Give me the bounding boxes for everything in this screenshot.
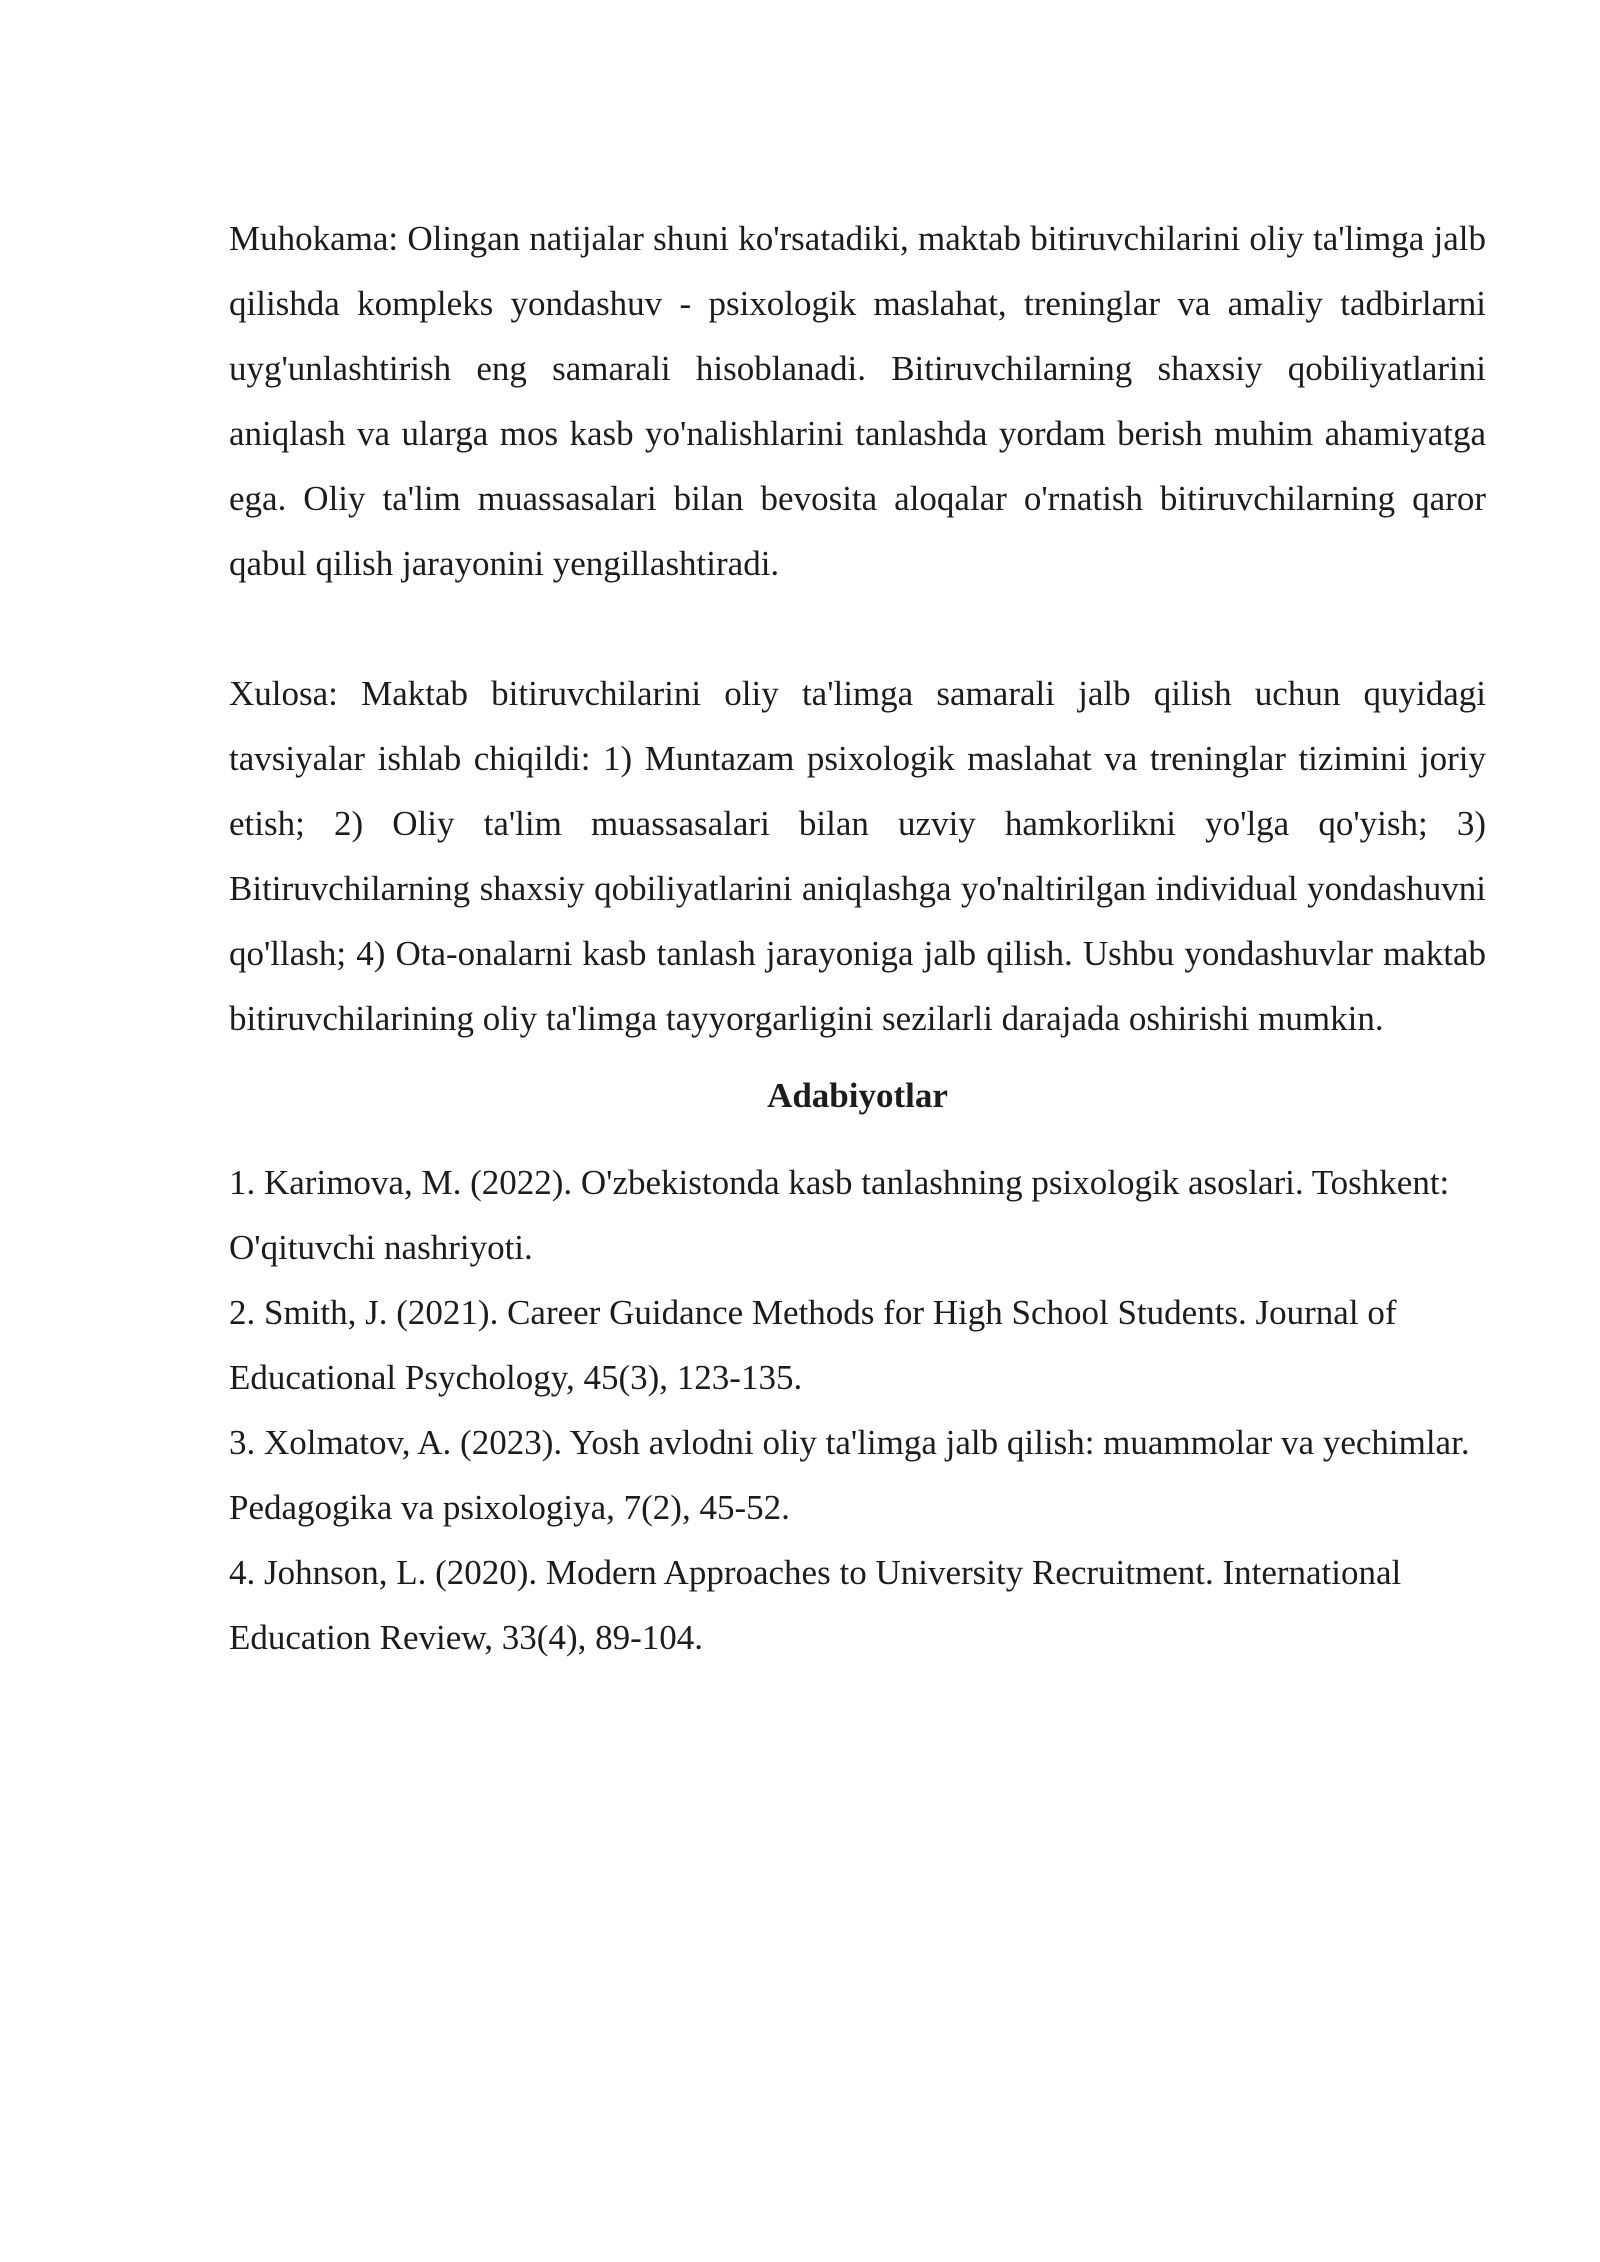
reference-item: 3. Xolmatov, A. (2023). Yosh avlodni oliy ta'limga jalb qilish: muammolar va yechimlar. Pedagogika va psixologiya, 7(2), 45-52. (229, 1423, 1470, 1527)
document-body (229, 206, 1486, 1670)
reference-item: 2. Smith, J. (2021). Career Guidance Methods for High School Students. Journal of Educational Psychology, 45(3), 123-135. (229, 1293, 1397, 1397)
discussion-paragraph: Muhokama: Olingan natijalar shuni ko'rsatadiki, maktab bitiruvchilarini oliy ta'limga jalb qilishda kompleks yondashuv - psixologik maslahat, treninglar va amaliy tadbirlarni uyg'unlashtirish eng samarali hisoblanadi. Bitiruvchilarning shaxsiy qobiliyatlarini aniqlash va ularga mos kasb yo'nalishlarini tanlashda yordam berish muhim ahamiyatga ega. Oliy ta'lim muassasalari bilan bevosita aloqalar o'rnatish bitiruvchilarning qaror qabul qilish jarayonini yengillashtiradi. (229, 219, 1486, 583)
reference-item: 1. Karimova, M. (2022). O'zbekistonda kasb tanlashning psixologik asoslari. Toshkent: O'qituvchi nashriyoti. (229, 1163, 1450, 1267)
references-heading: Adabiyotlar (767, 1076, 948, 1115)
paragraph-spacer (229, 596, 1486, 661)
reference-item: 4. Johnson, L. (2020). Modern Approaches to University Recruitment. International Education Review, 33(4), 89-104. (229, 1553, 1402, 1657)
conclusion-paragraph: Xulosa: Maktab bitiruvchilarini oliy ta'limga samarali jalb qilish uchun quyidagi tavsiyalar ishlab chiqildi: 1) Muntazam psixologik maslahat va treninglar tizimini joriy etish; 2) Oliy ta'lim muassasalari bilan uzviy hamkorlikni yo'lga qo'yish; 3) Bitiruvchilarning shaxsiy qobiliyatlarini aniqlashga yo'naltirilgan individual yondashuvni qo'llash; 4) Ota-onalarni kasb tanlash jarayoniga jalb qilish. Ushbu yondashuvlar maktab bitiruvchilarining oliy ta'limga tayyorgarligini sezilarli darajada oshirishi mumkin. (229, 674, 1486, 1038)
references-list (229, 1150, 1486, 1670)
